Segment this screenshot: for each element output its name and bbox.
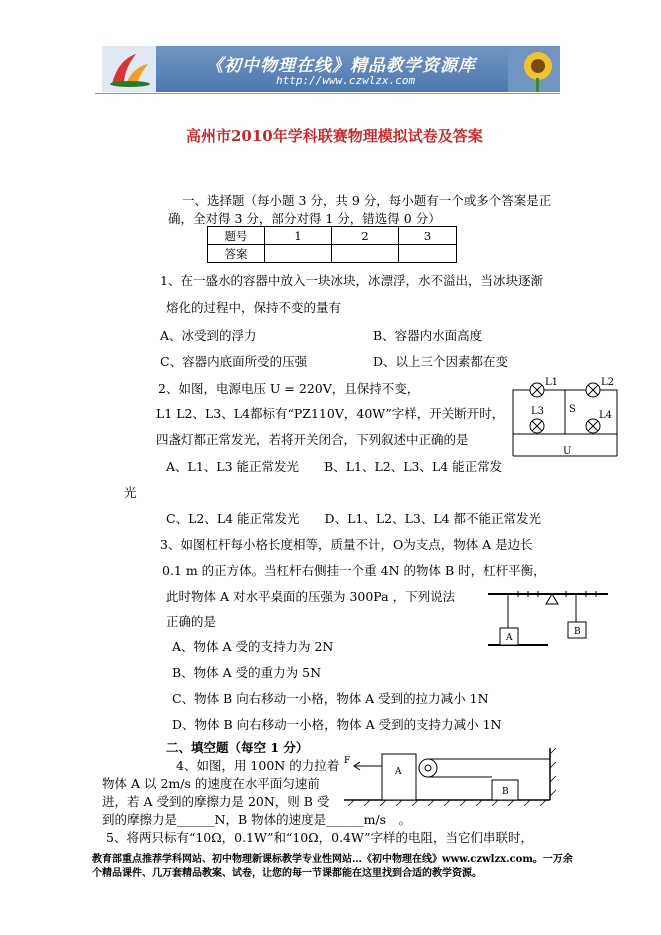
q3-line2: 0.1 m 的正方体。当杠杆右侧挂一个重 4N 的物体 B 时，杠杆平衡， — [162, 563, 546, 578]
page-footer — [92, 853, 573, 881]
logo-graphic — [102, 46, 156, 92]
q4-line4: 到的摩擦力是______N，B 物体的速度是______m/s 。 — [102, 812, 412, 827]
q1-line2: 熔化的过程中，保持不变的量有 — [166, 300, 342, 315]
block-label-a: A — [395, 767, 402, 777]
q1-option-a: A、冰受到的浮力 — [160, 328, 257, 343]
label-voltage: U — [563, 446, 572, 457]
q2-options-ab-wrap: 光 — [124, 485, 137, 500]
answer-table — [207, 226, 457, 263]
table-row — [208, 245, 457, 263]
site-logo — [102, 46, 156, 92]
section2-heading: 二、填空题（每空 1 分） — [166, 740, 309, 755]
section1-instructions-line2: 确，全对得 3 分，部分对得 1 分，错选得 0 分） — [168, 211, 441, 226]
circuit-diagram — [505, 376, 625, 460]
answer-cell-3[interactable] — [399, 245, 457, 263]
site-banner[interactable] — [102, 46, 560, 92]
answer-cell-1[interactable] — [265, 245, 332, 263]
q4-line1: 4、如图，用 100N 的力拉着 — [176, 758, 340, 773]
q2-line1: 2、如图，电源电压 U = 220V，且保持不变， — [158, 381, 420, 396]
table-cell: 3 — [399, 227, 457, 245]
q4-line3: 进，若 A 受到的摩擦力是 20N，则 B 受 — [102, 794, 330, 809]
banner-url[interactable]: http://www.czwlzx.com — [276, 74, 416, 87]
footer-line1: 教育部重点推荐学科网站、初中物理新课标教学专业性网站…《初中物理在线》www.czwlzx.com。一万余 — [92, 854, 573, 865]
label-l2: L2 — [601, 377, 615, 388]
document-title: 高州市2010年学科联赛物理模拟试卷及答案 — [186, 127, 483, 145]
q2-options-ab: A、L1、L3 能正常发光 B、L1、L2、L3、L4 能正常发 — [166, 459, 503, 474]
pulley-diagram — [344, 744, 558, 808]
q1-line1: 1、在一盛水的容器中放入一块冰块，冰漂浮，水不溢出，当冰块逐渐 — [160, 273, 543, 288]
label-l1: L1 — [545, 377, 559, 388]
table-row — [208, 227, 457, 245]
footer-line2: 个精品课件、几万套精品教案、试卷，让您的每一节课都能在这里找到合适的教学资源。 — [92, 868, 482, 879]
table-cell: 1 — [265, 227, 332, 245]
q3-option-b: B、物体 A 受的重力为 5N — [172, 665, 322, 680]
q3-option-a: A、物体 A 受的支持力为 2N — [172, 639, 334, 654]
label-switch: S — [569, 404, 576, 415]
answer-cell-2[interactable] — [332, 245, 399, 263]
header-rule — [95, 93, 560, 94]
lever-diagram — [488, 588, 608, 648]
q1-option-b: B、容器内水面高度 — [373, 328, 483, 343]
q3-line1: 3、如图杠杆每小格长度相等，质量不计，O为支点，物体 A 是边长 — [160, 537, 533, 552]
q3-option-c: C、物体 B 向右移动一小格，物体 A 受到的拉力减小 1N — [172, 691, 489, 706]
q4-line2: 物体 A 以 2m/s 的速度在水平面匀速前 — [102, 776, 320, 791]
q3-line4: 正确的是 — [166, 614, 217, 629]
table-cell: 答案 — [208, 245, 265, 263]
label-l4: L4 — [599, 410, 613, 421]
q1-option-d: D、以上三个因素都在变 — [373, 354, 509, 369]
q1-option-c: C、容器内底面所受的压强 — [160, 354, 308, 369]
sunflower-decoration — [508, 46, 560, 92]
label-l3: L3 — [531, 406, 545, 417]
force-label-f: F — [344, 756, 351, 766]
table-cell: 2 — [332, 227, 399, 245]
section1-instructions-line1: 一、选择题（每小题 3 分，共 9 分，每小题有一个或多个答案是正 — [182, 193, 552, 208]
block-label-b: B — [502, 787, 509, 797]
q3-line3: 此时物体 A 对水平桌面的压强为 300Pa ，下列说法 — [166, 589, 456, 604]
lever-label-a: A — [506, 633, 513, 643]
q3-option-d: D、物体 B 向右移动一小格，物体 A 受到的支持力减小 1N — [172, 717, 502, 732]
banner-title: 《初中物理在线》精品教学资源库 — [206, 56, 476, 76]
q2-line3: 四盏灯都正常发光，若将开关闭合，下列叙述中正确的是 — [156, 432, 469, 447]
table-cell: 题号 — [208, 227, 265, 245]
lever-label-b: B — [574, 627, 581, 637]
q2-options-cd: C、L2、L4 能正常发光 D、L1、L2、L3、L4 都不能正常发光 — [166, 511, 542, 526]
q2-line2: L1 L2、L3、L4都标有“PZ110V，40W”字样，开关断开时， — [156, 406, 505, 421]
q5-line1: 5、将两只标有“10Ω，0.1W”和“10Ω，0.4W”字样的电阻，当它们串联时， — [106, 830, 533, 845]
